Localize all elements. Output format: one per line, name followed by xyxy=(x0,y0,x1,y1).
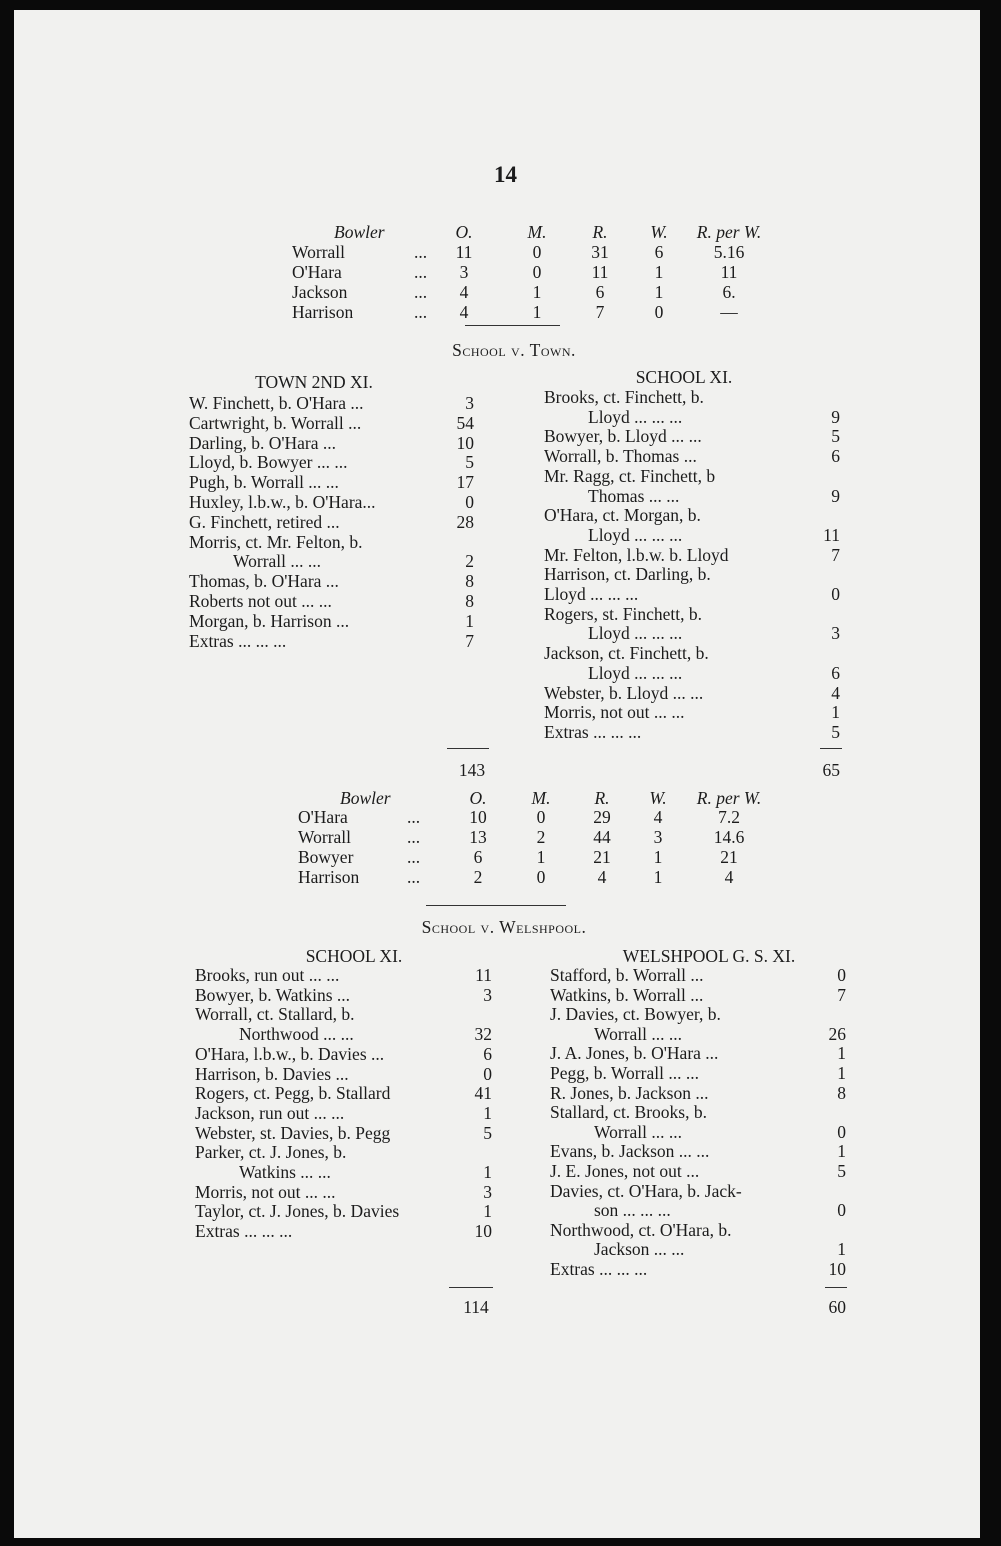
batsman-entry: Webster, b. Lloyd ... ... xyxy=(544,682,704,703)
batsman-entry: Parker, ct. J. Jones, b. xyxy=(195,1142,347,1163)
match1-left-total: 143 xyxy=(458,760,486,780)
batsman-entry: Worrall, b. Thomas ... xyxy=(544,446,697,467)
batsman-score: 3 xyxy=(831,623,840,644)
batsman-entry: Brooks, ct. Finchett, b. xyxy=(544,387,704,407)
batsman-entry: Stallard, ct. Brooks, b. xyxy=(550,1102,707,1123)
batsman-score: 5 xyxy=(465,452,474,473)
bowler-name: Harrison xyxy=(292,302,354,322)
rule-m2 xyxy=(426,905,566,906)
match1-right-total: 65 xyxy=(822,760,840,780)
bowler-name: Jackson xyxy=(292,282,348,302)
match2-left-team: SCHOOL XI. xyxy=(305,946,403,966)
batsman-entry: O'Hara, l.b.w., b. Davies ... xyxy=(195,1043,385,1064)
batsman-score: 1 xyxy=(831,702,840,723)
batsman-entry: Morgan, b. Harrison ... xyxy=(189,610,350,631)
bowling-header-o: O. xyxy=(469,788,487,808)
batsman-score: 10 xyxy=(456,432,474,453)
batsman-entry: Northwood ... ... xyxy=(239,1024,354,1045)
batsman-entry: Rogers, st. Finchett, b. xyxy=(544,603,702,624)
batsman-entry: Morris, not out ... ... xyxy=(195,1181,336,1202)
batsman-entry: Worrall ... ... xyxy=(594,1121,683,1142)
batsman-score: 7 xyxy=(465,630,474,651)
batsman-entry: Thomas, b. O'Hara ... xyxy=(189,571,339,592)
bowler-dots: ... xyxy=(414,262,428,282)
batsman-score: 10 xyxy=(828,1259,846,1279)
bowling-w: 4 xyxy=(653,807,663,827)
match1-left-team: TOWN 2ND XI. xyxy=(255,372,373,392)
batsman-entry: Evans, b. Jackson ... ... xyxy=(550,1141,710,1162)
batsman-entry: Harrison, ct. Darling, b. xyxy=(544,564,711,585)
batsman-score: 9 xyxy=(831,485,840,506)
bowling-r: 31 xyxy=(591,242,609,262)
batsman-score: 3 xyxy=(483,1181,492,1202)
batsman-score: 0 xyxy=(837,1121,846,1142)
bowling-r: 4 xyxy=(597,867,607,887)
batsman-entry: Mr. Felton, l.b.w. b. Lloyd xyxy=(544,544,729,565)
match1-title: School v. Town. xyxy=(452,340,576,360)
batsman-score: 7 xyxy=(837,984,846,1005)
bowling-r: 21 xyxy=(593,847,611,867)
batsman-entry: son ... ... ... xyxy=(594,1200,671,1221)
batsman-score: 0 xyxy=(837,965,846,985)
batsman-entry: Lloyd ... ... ... xyxy=(588,406,683,427)
batsman-entry: Lloyd ... ... ... xyxy=(588,524,683,545)
batsman-score: 54 xyxy=(456,412,474,433)
batsman-entry: Pegg, b. Worrall ... ... xyxy=(550,1063,699,1083)
batsman-entry: Mr. Ragg, ct. Finchett, b xyxy=(544,465,716,486)
batsman-score: 9 xyxy=(831,406,840,427)
batsman-entry: Harrison, b. Davies ... xyxy=(195,1063,349,1084)
bowling-rpw: 14.6 xyxy=(713,827,745,847)
match1-right-team: SCHOOL XI. xyxy=(635,367,733,387)
batsman-entry: Morris, not out ... ... xyxy=(544,702,685,723)
batsman-score: 6 xyxy=(831,446,840,467)
bowling-rpw: 4 xyxy=(724,867,734,887)
batsman-score: 1 xyxy=(837,1043,846,1064)
bowling-o: 4 xyxy=(459,282,469,302)
bowling-m: 2 xyxy=(536,827,546,847)
rule-m2-left xyxy=(449,1287,493,1288)
batsman-entry: Jackson, run out ... ... xyxy=(195,1102,345,1123)
bowling-rpw: 6. xyxy=(722,282,736,302)
bowling-header-r: R. xyxy=(594,788,610,808)
bowling-o: 11 xyxy=(455,242,473,262)
batsman-score: 1 xyxy=(483,1102,492,1123)
batsman-score: 0 xyxy=(465,492,474,512)
bowling-header-o: O. xyxy=(455,222,473,242)
batsman-entry: Watkins, b. Worrall ... xyxy=(550,984,704,1005)
batsman-entry: Stafford, b. Worrall ... xyxy=(550,965,704,985)
bowler-name: Harrison xyxy=(298,867,360,887)
bowler-dots: ... xyxy=(414,242,428,262)
batsman-score: 1 xyxy=(837,1239,846,1260)
document-page xyxy=(14,10,980,1538)
batsman-entry: Lloyd ... ... ... xyxy=(588,662,683,683)
batsman-entry: Darling, b. O'Hara ... xyxy=(189,432,336,453)
bowling-header-rpw: R. per W. xyxy=(696,222,762,242)
bowling-w: 1 xyxy=(653,847,663,867)
bowler-dots: ... xyxy=(407,847,421,867)
batsman-entry: G. Finchett, retired ... xyxy=(189,511,340,532)
batsman-score: 2 xyxy=(465,551,474,572)
bowling-w: 0 xyxy=(654,302,664,322)
batsman-entry: Lloyd ... ... ... xyxy=(544,584,639,604)
batsman-score: 1 xyxy=(837,1141,846,1162)
batsman-entry: R. Jones, b. Jackson ... xyxy=(550,1082,709,1103)
batsman-entry: Morris, ct. Mr. Felton, b. xyxy=(189,531,363,552)
bowler-name: Worrall xyxy=(292,242,346,262)
bowling-header-bowler: Bowler xyxy=(334,222,385,242)
bowling-rpw: — xyxy=(720,302,738,322)
bowling-r: 29 xyxy=(593,807,611,827)
batsman-score: 1 xyxy=(483,1162,492,1182)
batsman-score: 28 xyxy=(456,511,474,532)
batsman-entry: Pugh, b. Worrall ... ... xyxy=(189,472,339,493)
bowling-o: 4 xyxy=(459,302,469,322)
bowler-dots: ... xyxy=(407,807,421,827)
bowling-rpw: 21 xyxy=(720,847,738,867)
batsman-score: 17 xyxy=(456,472,474,493)
batsman-entry: J. A. Jones, b. O'Hara ... xyxy=(550,1043,719,1064)
batsman-entry: Worrall, ct. Stallard, b. xyxy=(195,1004,355,1025)
batsman-entry: Watkins ... ... xyxy=(239,1162,331,1182)
batsman-score: 11 xyxy=(823,524,840,545)
batsman-entry: Extras ... ... ... xyxy=(550,1259,648,1279)
match2-title: School v. Welshpool. xyxy=(421,917,587,937)
batsman-entry: Webster, st. Davies, b. Pegg xyxy=(195,1122,391,1143)
batsman-score: 1 xyxy=(837,1063,846,1083)
bowling-o: 10 xyxy=(469,807,487,827)
bowling-header-m: M. xyxy=(531,788,551,808)
batsman-score: 6 xyxy=(831,662,840,683)
bowling-m: 1 xyxy=(532,282,542,302)
batsman-score: 1 xyxy=(483,1201,492,1222)
bowling-r: 7 xyxy=(595,302,605,322)
batsman-score: 8 xyxy=(837,1082,846,1103)
bowling-rpw: 11 xyxy=(720,262,738,282)
batsman-entry: Cartwright, b. Worrall ... xyxy=(189,412,362,433)
batsman-entry: Huxley, l.b.w., b. O'Hara... xyxy=(189,492,376,512)
bowler-dots: ... xyxy=(414,302,428,322)
rule-m2-right xyxy=(825,1287,847,1288)
bowling-m: 0 xyxy=(532,262,542,282)
bowling-w: 6 xyxy=(654,242,664,262)
match2-right-team: WELSHPOOL G. S. XI. xyxy=(622,946,796,966)
batsman-score: 1 xyxy=(465,610,474,631)
bowler-dots: ... xyxy=(407,867,421,887)
bowling-header-w: W. xyxy=(650,222,668,242)
batsman-score: 32 xyxy=(474,1024,492,1045)
batsman-entry: Lloyd, b. Bowyer ... ... xyxy=(189,452,348,473)
bowler-dots: ... xyxy=(407,827,421,847)
batsman-entry: Brooks, run out ... ... xyxy=(195,965,340,985)
batsman-score: 5 xyxy=(837,1161,846,1181)
bowling-o: 3 xyxy=(459,262,469,282)
batsman-score: 10 xyxy=(474,1221,492,1242)
bowler-name: Bowyer xyxy=(298,847,354,867)
batsman-score: 5 xyxy=(831,426,840,447)
batsman-entry: J. E. Jones, not out ... xyxy=(550,1161,700,1181)
batsman-entry: Worrall ... ... xyxy=(594,1023,683,1044)
batsman-score: 8 xyxy=(465,591,474,611)
batsman-score: 6 xyxy=(483,1043,492,1064)
match2-right-total: 60 xyxy=(828,1297,846,1317)
batsman-entry: Extras ... ... ... xyxy=(195,1221,293,1242)
bowling-m: 0 xyxy=(536,867,546,887)
batsman-entry: Worrall ... ... xyxy=(233,551,322,572)
batsman-entry: Jackson, ct. Finchett, b. xyxy=(544,643,709,664)
batsman-entry: Davies, ct. O'Hara, b. Jack- xyxy=(550,1180,742,1201)
bowling-m: 1 xyxy=(532,302,542,322)
batsman-entry: Thomas ... ... xyxy=(588,485,680,506)
batsman-score: 3 xyxy=(483,984,492,1005)
bowling-header-r: R. xyxy=(592,222,608,242)
batsman-score: 4 xyxy=(831,682,840,703)
bowler-name: O'Hara xyxy=(292,262,342,282)
batsman-entry: Northwood, ct. O'Hara, b. xyxy=(550,1219,732,1240)
batsman-entry: Taylor, ct. J. Jones, b. Davies xyxy=(195,1201,400,1222)
bowling-r: 11 xyxy=(591,262,609,282)
bowler-name: Worrall xyxy=(298,827,352,847)
batsman-score: 7 xyxy=(831,544,840,565)
batsman-score: 0 xyxy=(483,1063,492,1084)
bowling-w: 1 xyxy=(654,262,664,282)
bowling-w: 1 xyxy=(653,867,663,887)
batsman-score: 41 xyxy=(474,1083,492,1104)
rule-top xyxy=(465,325,560,326)
page-number: 14 xyxy=(494,162,517,187)
batsman-entry: Roberts not out ... ... xyxy=(189,591,332,611)
batsman-score: 0 xyxy=(837,1200,846,1221)
batsman-entry: Bowyer, b. Watkins ... xyxy=(195,984,351,1005)
bowling-header-w: W. xyxy=(649,788,667,808)
bowling-r: 6 xyxy=(595,282,605,302)
batsman-entry: J. Davies, ct. Bowyer, b. xyxy=(550,1004,721,1025)
batsman-entry: Bowyer, b. Lloyd ... ... xyxy=(544,426,702,447)
batsman-score: 3 xyxy=(465,393,474,413)
batsman-score: 26 xyxy=(828,1023,846,1044)
batsman-entry: Lloyd ... ... ... xyxy=(588,623,683,644)
batsman-score: 11 xyxy=(475,965,492,985)
batsman-entry: Extras ... ... ... xyxy=(544,721,642,742)
bowling-w: 3 xyxy=(653,827,663,847)
batsman-entry: Rogers, ct. Pegg, b. Stallard xyxy=(195,1083,391,1104)
batsman-entry: W. Finchett, b. O'Hara ... xyxy=(189,393,364,413)
bowling-m: 0 xyxy=(536,807,546,827)
bowler-name: O'Hara xyxy=(298,807,348,827)
bowling-header-bowler: Bowler xyxy=(340,788,391,808)
match2-left-total: 114 xyxy=(463,1297,489,1317)
bowling-w: 1 xyxy=(654,282,664,302)
bowling-m: 0 xyxy=(532,242,542,262)
bowling-o: 13 xyxy=(469,827,487,847)
bowling-o: 2 xyxy=(473,867,483,887)
bowling-rpw: 5.16 xyxy=(713,242,745,262)
batsman-score: 5 xyxy=(831,721,840,742)
batsman-score: 0 xyxy=(831,584,840,604)
bowling-r: 44 xyxy=(593,827,611,847)
bowler-dots: ... xyxy=(414,282,428,302)
bowling-m: 1 xyxy=(536,847,546,867)
batsman-entry: Jackson ... ... xyxy=(594,1239,685,1260)
batsman-entry: Extras ... ... ... xyxy=(189,630,287,651)
bowling-header-rpw: R. per W. xyxy=(696,788,762,808)
bowling-rpw: 7.2 xyxy=(718,807,740,827)
batsman-score: 5 xyxy=(483,1122,492,1143)
batsman-entry: O'Hara, ct. Morgan, b. xyxy=(544,505,701,526)
batsman-score: 8 xyxy=(465,571,474,592)
rule-m1-right xyxy=(820,748,842,749)
rule-m1-left xyxy=(447,748,489,749)
bowling-header-m: M. xyxy=(527,222,547,242)
bowling-o: 6 xyxy=(473,847,483,867)
